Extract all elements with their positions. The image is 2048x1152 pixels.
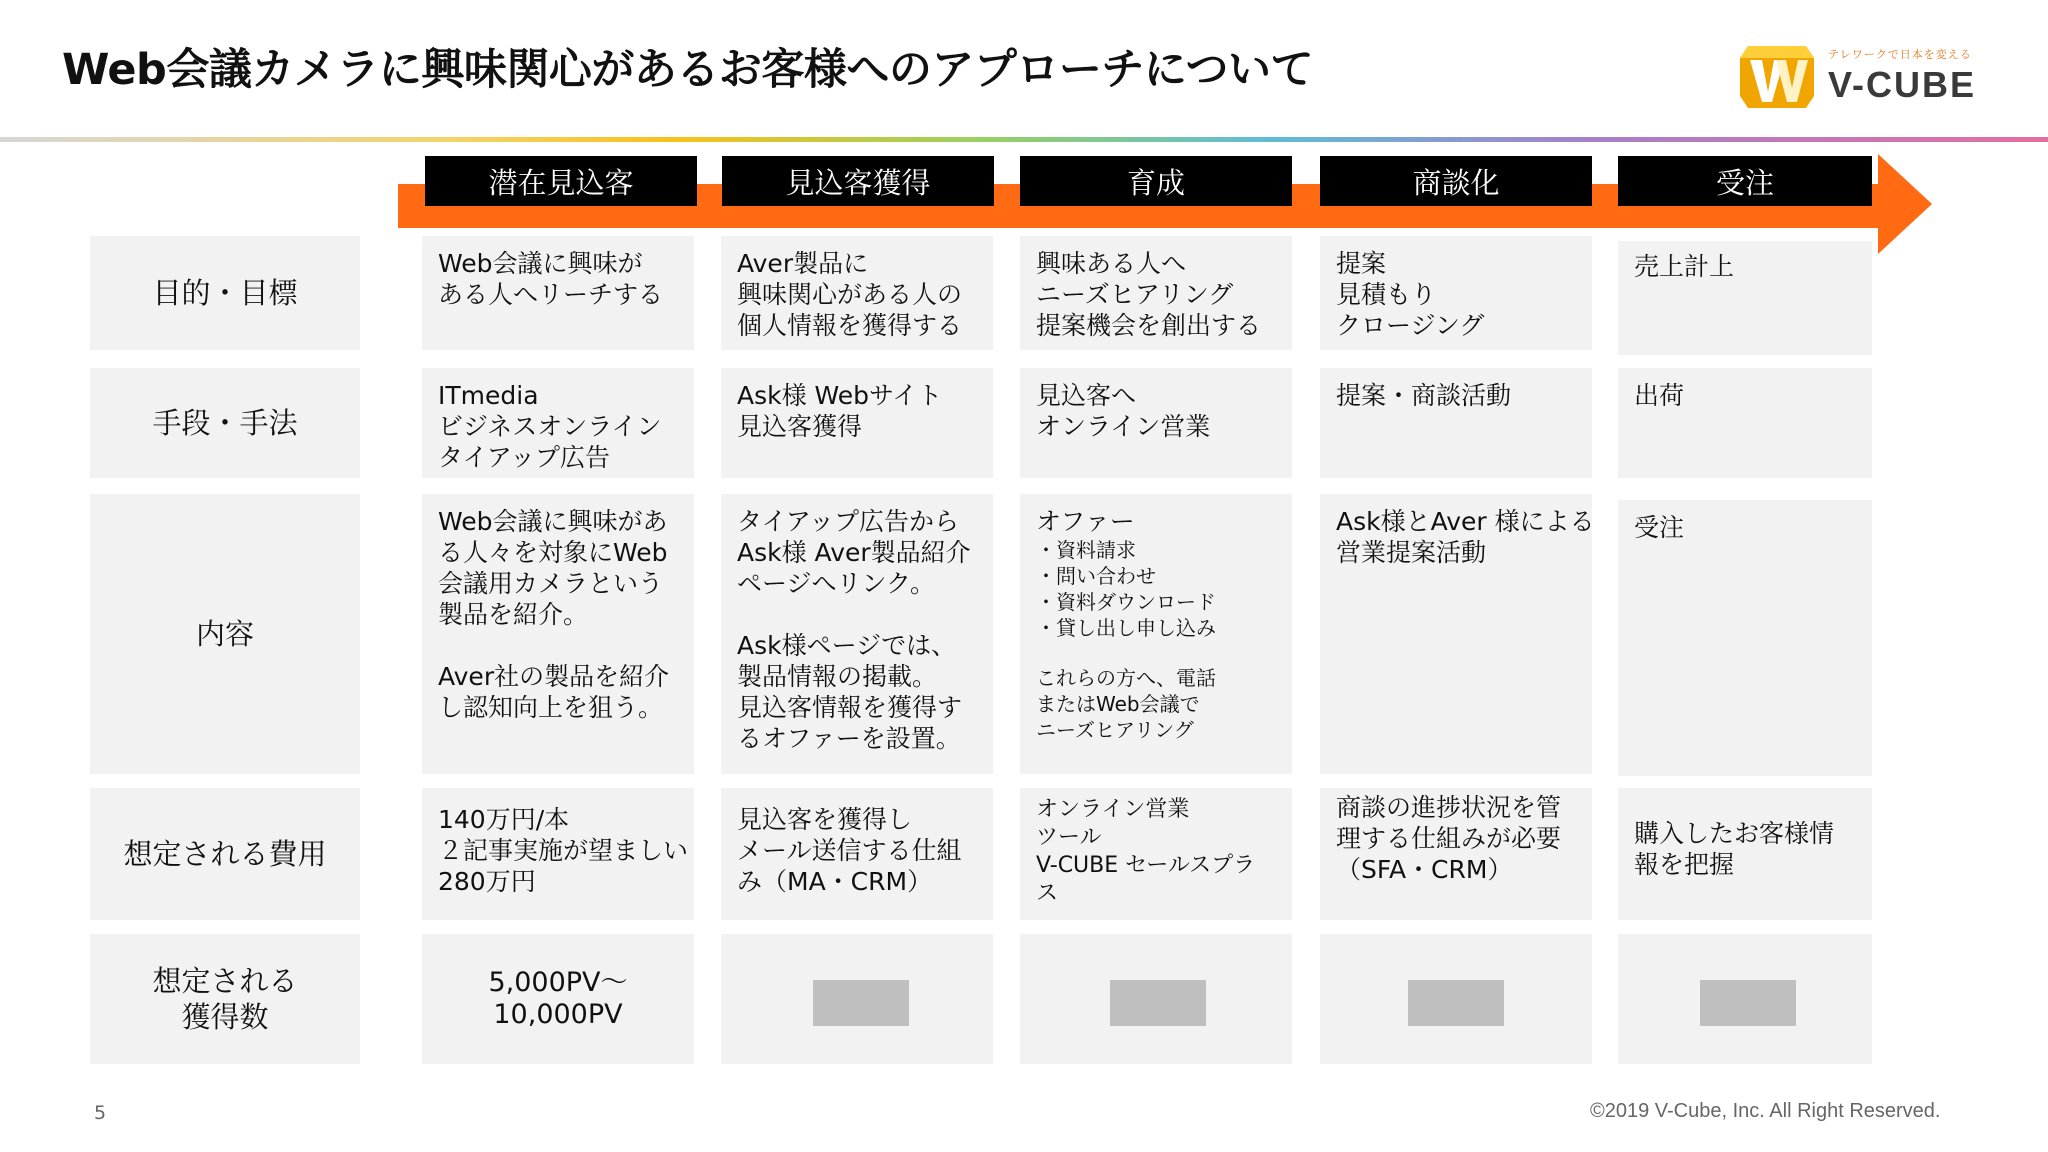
row-label-method: 手段・手法 <box>90 368 360 478</box>
cell-method-2: Ask様 Webサイト 見込客獲得 <box>721 368 993 478</box>
placeholder-box <box>813 980 909 1026</box>
cell-method-4: 提案・商談活動 <box>1320 368 1592 478</box>
cell-cost-4: 商談の進捗状況を管 理する仕組みが必要 （SFA・CRM） <box>1320 788 1592 920</box>
row-label-acquisition: 想定される 獲得数 <box>90 934 360 1064</box>
cell-content-3: オファー ・資料請求 ・問い合わせ ・資料ダウンロード ・貸し出し申し込み これらの方へ、電話 またはWeb会議で ニーズヒアリング <box>1020 494 1292 774</box>
stage-header-1: 潜在見込客 <box>425 156 697 206</box>
row-label-content: 内容 <box>90 494 360 774</box>
cell-goal-3: 興味ある人へ ニーズヒアリング 提案機会を創出する <box>1020 236 1292 350</box>
logo-text: V-CUBE <box>1828 64 1977 105</box>
rainbow-divider <box>0 137 2048 142</box>
vcube-logo <box>1736 36 2000 116</box>
cell-acquisition-5 <box>1618 934 1872 1064</box>
stage-header-3: 育成 <box>1020 156 1292 206</box>
placeholder-box <box>1408 980 1504 1026</box>
page-number: 5 <box>94 1102 107 1124</box>
cell-acquisition-4 <box>1320 934 1592 1064</box>
stage-header-4: 商談化 <box>1320 156 1592 206</box>
cell-cost-1: 140万円/本 ２記事実施が望ましい 280万円 <box>422 788 694 920</box>
cell-acquisition-3 <box>1020 934 1292 1064</box>
placeholder-box <box>1700 980 1796 1026</box>
logo-tagline: テレワークで日本を変える <box>1828 48 1972 61</box>
cell-goal-5: 売上計上 <box>1618 241 1872 355</box>
cell-acquisition-2 <box>721 934 993 1064</box>
cell-content-5: 受注 <box>1618 500 1872 776</box>
stage-header-5: 受注 <box>1618 156 1872 206</box>
cell-content-2: タイアップ広告から Ask様 Aver製品紹介 ページへリンク。 Ask様ページでは、 製品情報の掲載。 見込客情報を獲得す るオファーを設置。 <box>721 494 993 774</box>
cell-content-4: Ask様とAver 様による 営業提案活動 <box>1320 494 1592 774</box>
cell-goal-2: Aver製品に 興味関心がある人の 個人情報を獲得する <box>721 236 993 350</box>
cell-goal-4: 提案 見積もり クロージング <box>1320 236 1592 350</box>
stage-header-2: 見込客獲得 <box>722 156 994 206</box>
cell-cost-3: オンライン営業 ツール V-CUBE セールスプラ ス <box>1020 788 1292 920</box>
cell-method-1: ITmedia ビジネスオンライン タイアップ広告 <box>422 368 694 478</box>
cell-cost-5: 購入したお客様情 報を把握 <box>1618 788 1872 920</box>
cell-goal-1: Web会議に興味が ある人へリーチする <box>422 236 694 350</box>
cell-acquisition-1: 5,000PV～ 10,000PV <box>422 934 694 1064</box>
vcube-v-logo-icon <box>1736 40 1818 114</box>
cell-method-5: 出荷 <box>1618 368 1872 478</box>
cell-method-3: 見込客へ オンライン営業 <box>1020 368 1292 478</box>
cell-content-1: Web会議に興味があ る人々を対象にWeb 会議用カメラという 製品を紹介。 Aver社の製品を紹介 し認知向上を狙う。 <box>422 494 694 774</box>
row-label-cost: 想定される費用 <box>90 788 360 920</box>
placeholder-box <box>1110 980 1206 1026</box>
copyright-notice: ©2019 V-Cube, Inc. All Right Reserved. <box>1590 1100 1941 1122</box>
page-title: Web会議カメラに興味関心があるお客様へのアプローチについて <box>62 45 1313 95</box>
cell-cost-2: 見込客を獲得し メール送信する仕組 み（MA・CRM） <box>721 788 993 920</box>
row-label-goal: 目的・目標 <box>90 236 360 350</box>
